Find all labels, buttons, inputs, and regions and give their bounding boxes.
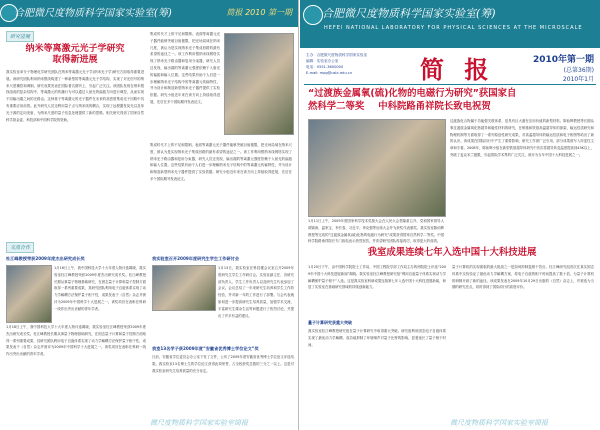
issue-date: 2010年1月 [562,76,594,83]
lead-body-left: 1月11日上午，2009年度国家科学技术奖励大会在人民大会堂隆重召开。党和国家领导人胡锦涛、温家宝、李长春、习近平、李克强等出席大会并为获奖代表颁奖。我实验室陈仙辉教授等完成的“过渡族金属氧(硫)化物的电磁行为研究”成果获得国家自然科学二等奖。中国科学院路甬祥院长专门致电表示热烈祝贺，并希望研究团队再接再厉，取得更大的成绩。 [308,219,444,244]
article3-body: 1月13日，我实验室在科技楼会议室召开2009年度研究生学生工作研讨会。实验室副主任、各研究部负责人、学生工作负责人以及研究生代表参加了会议。会议总结了一年来研究生培养和学生工作的经验，并对新一年的工作进行了部署。与会代表就如何进一步提高研究生培养质量、加强学术交流、丰富研究生课余生活等问题进行了热烈讨论，并提出了许多有益的建议。 [218,266,294,318]
contact-email: E-mail: mpg@ustc.edu.cn [306,71,353,75]
right-header-english: HEFEI NATIONAL LABORATORY FOR PHYSICAL SCIENCES AT THE MICROSCALE [324,25,583,31]
article3-title: 我实验室召开2009年度研究生学生工作研讨会 [152,256,240,261]
lead-body-right: 过渡族化合物属于功能强关联体系，是具有巨大潜在应用价值的新型材料。陈仙辉教授等长期从事过渡族金属氧化物超导和磁性材料的研究，在铜基和铁基高温超导体的探索、输运性质研究和物理机制等方面取得了一系列原创性研究成果，对高温超导体的输运性质和电子相图等给出了新的认识。该成果在国际同行中产生了重要影响，研究工作被广泛引用，部分成果被写入综述性文章和专著。2008年，陈仙辉小组在新型铁基超导体研究中首次将超导转变温度提高到43K以上，突破了麦克米兰极限，引起国际学术界的广泛关注，被评为当年中国十大科技进展之一。 [450,119,594,157]
lead-title-prize: 然科学二等奖 [308,101,365,112]
lead-title-congrats: 中科院路甬祥院长致电祝贺 [378,101,491,112]
left-page [0,0,299,430]
article2-body-top: 1月16日上午，我中国科技大学十大年度人物评选揭晓，我实验室杜江峰教授荣获2009年度杰出研究成长奖。杜江峰教授长期从事量子物理基础研究，在固态量子计算和量子控制方面取得一系列重要成果，其研究团队利用电子自旋体系实现了动力学解耦方法保护量子相干性，成果发表于《自然》杂志并被评为2009年中国科学十大进展之一。该奖项旨在表彰在科研一线作出突出贡献的青年学者。 [54,266,146,311]
article1-right-col [150,31,220,139]
news2-body-right: 量子计算机的实现面临的最大挑战之一是如何抑制退相干效应。杜江峰研究组首次在真实固态体系中实验验证了最优动力学解耦方案，将电子自旋的相干时间提高了数十倍，为量子计算机的研制开辟了新的途径。该成果发表在2009年10月29日出版的《自然》杂志上，并被选为当期的研究亮点，同时得到了国际同行的高度评价。 [452,265,594,290]
contact-tel: 电话：0551-3600000 [306,65,344,69]
article-nanophotonics [6,44,144,219]
masthead-divider [304,84,596,85]
left-footer: 微尺度物质科学国家实验室简报 [150,419,248,427]
issue-serial: (总第36期) [563,67,594,74]
lead-title-line2 [308,100,596,113]
article-thesis-award [152,346,294,400]
award-ceremony-photo [308,119,446,217]
right-header-band [300,0,600,48]
section-tag-exchange: 交流合作 [6,242,34,253]
right-page [300,0,600,430]
article2-title: 杜江峰教授荣获2009年度杰出研究成长奖 [6,256,85,261]
section-tag-research: 研究进展 [6,31,34,42]
news2-title: 我室成果连续七年入选中国十大科技进展 [367,247,537,258]
article4-title: 我室13名学子获2009年度“安徽省优秀博士学位论文”奖 [152,346,259,351]
sub-body: 我实验室杜江峰教授研究组在量子计算研究中取得重大突破。研究组利用固态电子自旋体系实现了最优动力学解耦，成功地抑制了环境噪声对量子比特的影响，显著延长了量子相干时间。 [308,329,446,347]
contact-editor: 编辑：实验室办公室 [306,59,339,63]
sub-heading: 量子计算研究获重大突破 [308,320,352,325]
issue-block [533,52,594,83]
lab-seal-icon [303,5,323,25]
masthead: 简 报 [420,55,495,84]
lead-headline [308,87,596,113]
article1-body-continued: 集成时代才上的不足和限制。表面等离激元光子器件能够突破衍射极限，把光场局域在纳米尺度，被认为是实现纳米光子集成回路的最有希望的途径之一。该工作利用银纳米线网络实现了纳米光子路由器和复用分束器，研究人员还发现，输出端的等离激元强度依赖于入射光的偏振和输入位置。这些结果有助于人们进一步理解纳米光子结构中的等离激元传输特性，并为设计和制造新型纳米光子器件提供了实验依据。研究小组近年来在该方向上持续取得进展，先后在多个国际期刊发表论文。 [150,143,292,181]
article1-title-line1: 纳米等离激元光子学研究 [25,44,125,54]
article-award [6,256,148,262]
lead-title-line1: “过渡族金属氧(硫)化物的电磁行为研究”获国家自 [308,88,517,99]
right-footer: 微尺度物质科学国家实验室简报 [450,419,548,427]
portrait-photo [6,265,52,323]
article1-title-line2: 取得新进展 [52,55,98,65]
article1-body-left: 我实验室单分子物理化学研究团队在纳米等离激元光子学(纳米光子学)研究方面取得重要进展。该研究团队利用纳米银线构建了一种新型的等离激元光子学结构，实现了对光信号的纳米尺度操控和调制。研究成果发表在国际著名期刊上，引起广泛关注。该团队发现在纳米银线组成的复杂结构中，等离激元的传播行为可以通过入射光的偏振方向进行调控，从而实现不同输出端之间的光路由。这种基于等离激元的光子器件在未来的高密度集成光子回路中具有重要应用前景。此外研究人员还利用量子点与纳米线的耦合，实现了远程激发荧光以及单光子源的定向发射，为纳米尺度的量子信息处理提供了新的思路。相关研究得到了国家自然科学基金委、科技部和中国科学院的资助。 [6,70,144,122]
nanowire-figure [224,33,294,135]
article4-body: 日前，安徽省学位委员会办公室下发了文件，公布了2009年度安徽省优秀博士学位论文评选结果。我实验室13名博士生的学位论文获得此项荣誉，占全校获奖总数的三分之一以上。这是对我实验室研究生培养质量的充分肯定。 [152,355,294,373]
left-header-issue: 简报 2010 第一期 [226,8,292,17]
contact-sponsor: 主办：合肥微尺度物质科学国家实验室 [306,53,368,57]
news2-body-left: 1月20日下午，由中国科学院院士工作局、中国工程院学部工作局主办的两院院士评选“2009年中国十大科技进展新闻”揭晓。我实验室杜江峰教授研究组“利用自旋量子体系实现动力学解耦保护量子相干”入选。这是我实验室科研成果连续第七年入选中国十大科技进展新闻，彰显了实验室在基础研究领域的持续创新能力。 [308,265,446,290]
left-header-band [0,0,298,27]
workshop-photo [152,265,216,311]
contact-block [306,52,376,76]
article2-body: 1月16日上午，我中国科技大学十大年度人物评选揭晓，我实验室杜江峰教授荣获2009年度杰出研究成长奖。杜江峰教授长期从事量子物理基础研究，在固态量子计算和量子控制方面取得一系列重要成果，其研究团队利用电子自旋体系实现了动力学解耦方法保护量子相干性，成果发表于《自然》杂志并被评为2009年中国科学十大进展之一。该奖项旨在表彰在科研一线作出突出贡献的青年学者。 [6,325,146,357]
article-workshop [152,256,294,262]
article1-body-right: 集成时代才上的不足和限制。表面等离激元光子器件能够突破衍射极限，把光场局域在纳米尺度，被认为是实现纳米光子集成回路的最有希望的途径之一。该工作利用银纳米线网络实现了纳米光子路由器和复用分束器，研究人员还发现，输出端的等离激元强度依赖于入射光的偏振和输入位置。这些结果有助于人们进一步理解纳米光子结构中的等离激元传输特性，并为设计和制造新型纳米光子器件提供了实验依据。研究小组近年来在该方向上持续取得进展，先后在多个国际期刊发表论文。 [150,32,220,104]
left-header-org: 合肥微尺度物质科学国家实验室(筹) [14,8,172,19]
issue-number: 2010年第一期 [532,55,594,65]
right-header-org: 合肥微尺度物质科学国家实验室(筹) [322,7,496,20]
